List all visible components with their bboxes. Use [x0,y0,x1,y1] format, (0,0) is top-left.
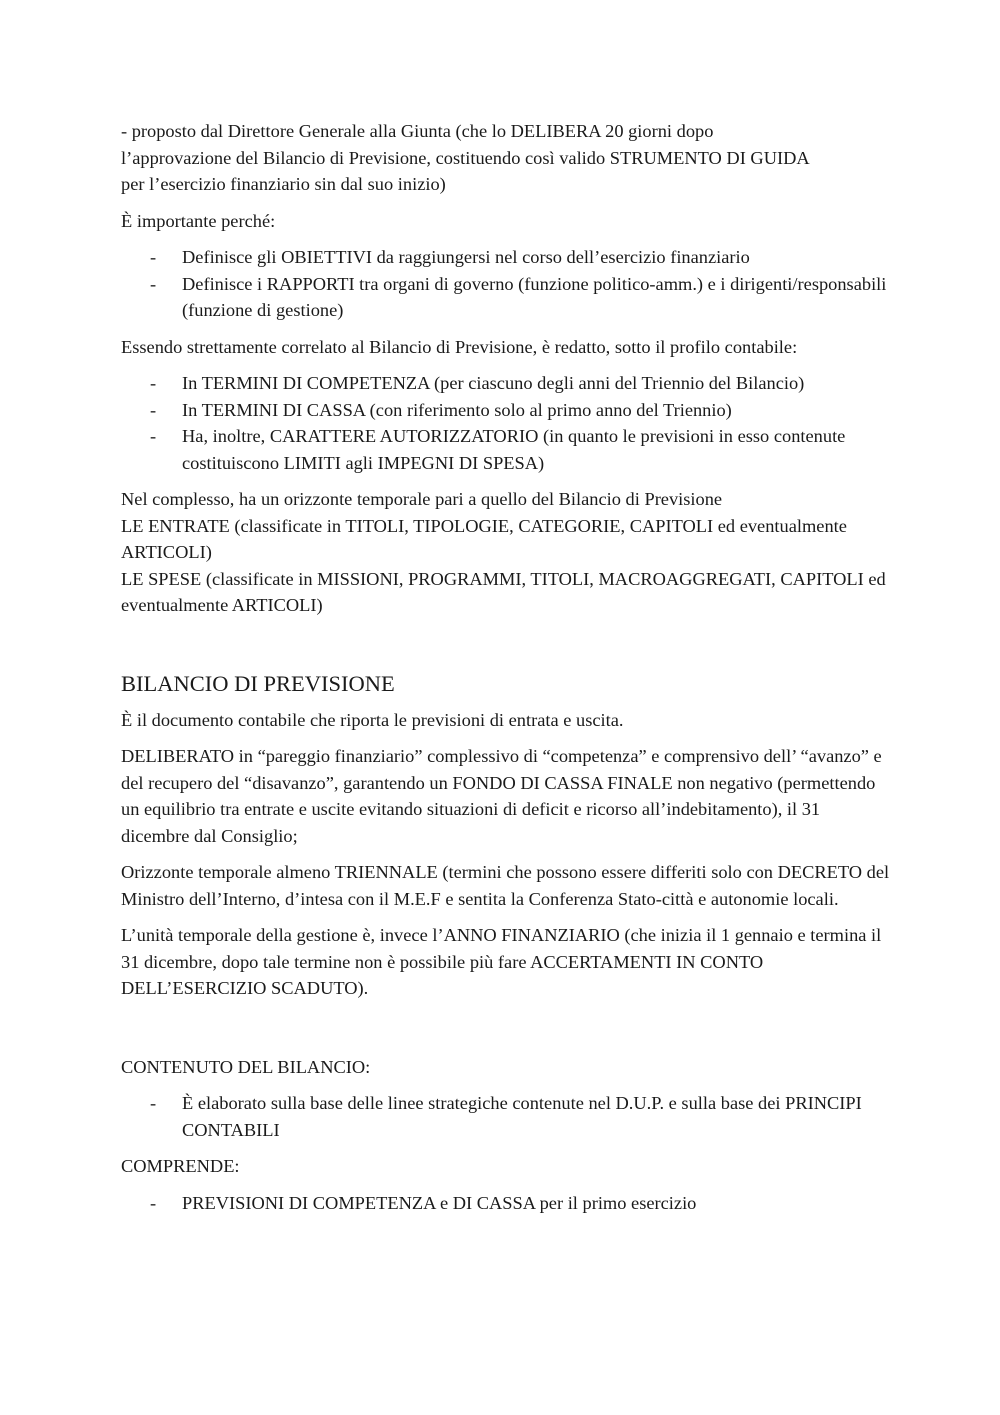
redatto-heading: Essendo strettamente correlato al Bilancio di Previsione, è redatto, sotto il profilo contabile: [121,336,798,357]
list-item-text: Definisce gli OBIETTIVI da raggiungersi nel corso dell’esercizio finanziario [182,247,750,267]
comprende-list [121,1190,891,1217]
dash-bullet: - [150,1192,157,1213]
intro-line-3: per l’esercizio finanziario sin dal suo inizio) [121,174,446,194]
bilancio-paragraph-3: Orizzonte temporale almeno TRIENNALE (termini che possono essere differiti solo con DECRETO del Ministro dell’Interno, d’intesa con il M.E.F e sentita la Conferenza Stato-città e autonomie locali. [121,862,890,909]
list-item [121,423,891,476]
list-item [121,1190,891,1217]
list-item [121,1090,891,1143]
document-page [121,118,891,1226]
list-item-text: In TERMINI DI CASSA (con riferimento solo al primo anno del Triennio) [182,399,732,420]
redatto-list [121,370,891,476]
importante-heading: È importante perché: [121,210,276,231]
list-item [121,271,891,324]
bilancio-paragraph-4: L’unità temporale della gestione è, invece l’ANNO FINANZIARIO (che inizia il 1 gennaio e termina il 31 dicembre, dopo tale termine non è possibile più fare ACCERTAMENTI IN CONTO DELL’ESERCIZIO SCADUTO). [121,925,882,998]
spese-text: LE SPESE (classificate in MISSIONI, PROGRAMMI, TITOLI, MACROAGGREGATI, CAPITOLI ed eventualmente ARTICOLI) [121,568,886,615]
list-item [121,397,891,424]
bilancio-paragraph-2: DELIBERATO in “pareggio finanziario” complessivo di “competenza” e comprensivo dell’ “avanzo” e del recupero del “disavanzo”, garantendo un FONDO DI CASSA FINALE non negativo (permettendo un equilibrio tra entrate e uscite evitando situazioni di deficit e ricorso all’indebitamento), il 31 dicembre dal Consiglio; [121,746,882,846]
list-item-text: In TERMINI DI COMPETENZA (per ciascuno degli anni del Triennio del Bilancio) [182,373,805,393]
list-item-text: È elaborato sulla base delle linee strategiche contenute nel D.U.P. e sulla base dei PRINCIPI CONTABILI [182,1093,862,1140]
dash-bullet: - [150,399,157,420]
list-item-text: Ha, inoltre, CARATTERE AUTORIZZATORIO (in quanto le previsioni in esso contenute costituiscono LIMITI agli IMPEGNI DI SPESA) [182,426,846,473]
list-item-text: PREVISIONI DI COMPETENZA e DI CASSA per il primo esercizio [182,1192,697,1213]
importante-list [121,244,891,324]
complesso-paragraph [121,486,891,619]
dash-bullet: - [150,373,157,393]
contenuto-list [121,1090,891,1143]
list-item [121,244,891,271]
list-item [121,370,891,397]
entrate-text: LE ENTRATE (classificate in TITOLI, TIPOLOGIE, CATEGORIE, CAPITOLI ed eventualmente ARTICOLI) [121,515,847,562]
comprende-heading: COMPRENDE: [121,1156,240,1176]
bilancio-paragraph-1: È il documento contabile che riporta le previsioni di entrata e uscita. [121,709,624,730]
intro-line-1: - proposto dal Direttore Generale alla Giunta (che lo DELIBERA 20 giorni dopo [121,121,714,141]
section-title: BILANCIO DI PREVISIONE [121,670,395,696]
complesso-line: Nel complesso, ha un orizzonte temporale pari a quello del Bilancio di Previsione [121,489,723,509]
contenuto-heading: CONTENUTO DEL BILANCIO: [121,1056,371,1077]
list-item-text: Definisce i RAPPORTI tra organi di governo (funzione politico-amm.) e i dirigenti/responsabili (funzione di gestione) [182,273,887,320]
dash-bullet: - [150,247,157,267]
intro-line-2: l’approvazione del Bilancio di Previsione, costituendo così valido STRUMENTO DI GUIDA [121,147,810,168]
dash-bullet: - [150,273,157,294]
dash-bullet: - [150,1093,157,1113]
intro-paragraph [121,118,891,198]
dash-bullet: - [150,426,157,446]
